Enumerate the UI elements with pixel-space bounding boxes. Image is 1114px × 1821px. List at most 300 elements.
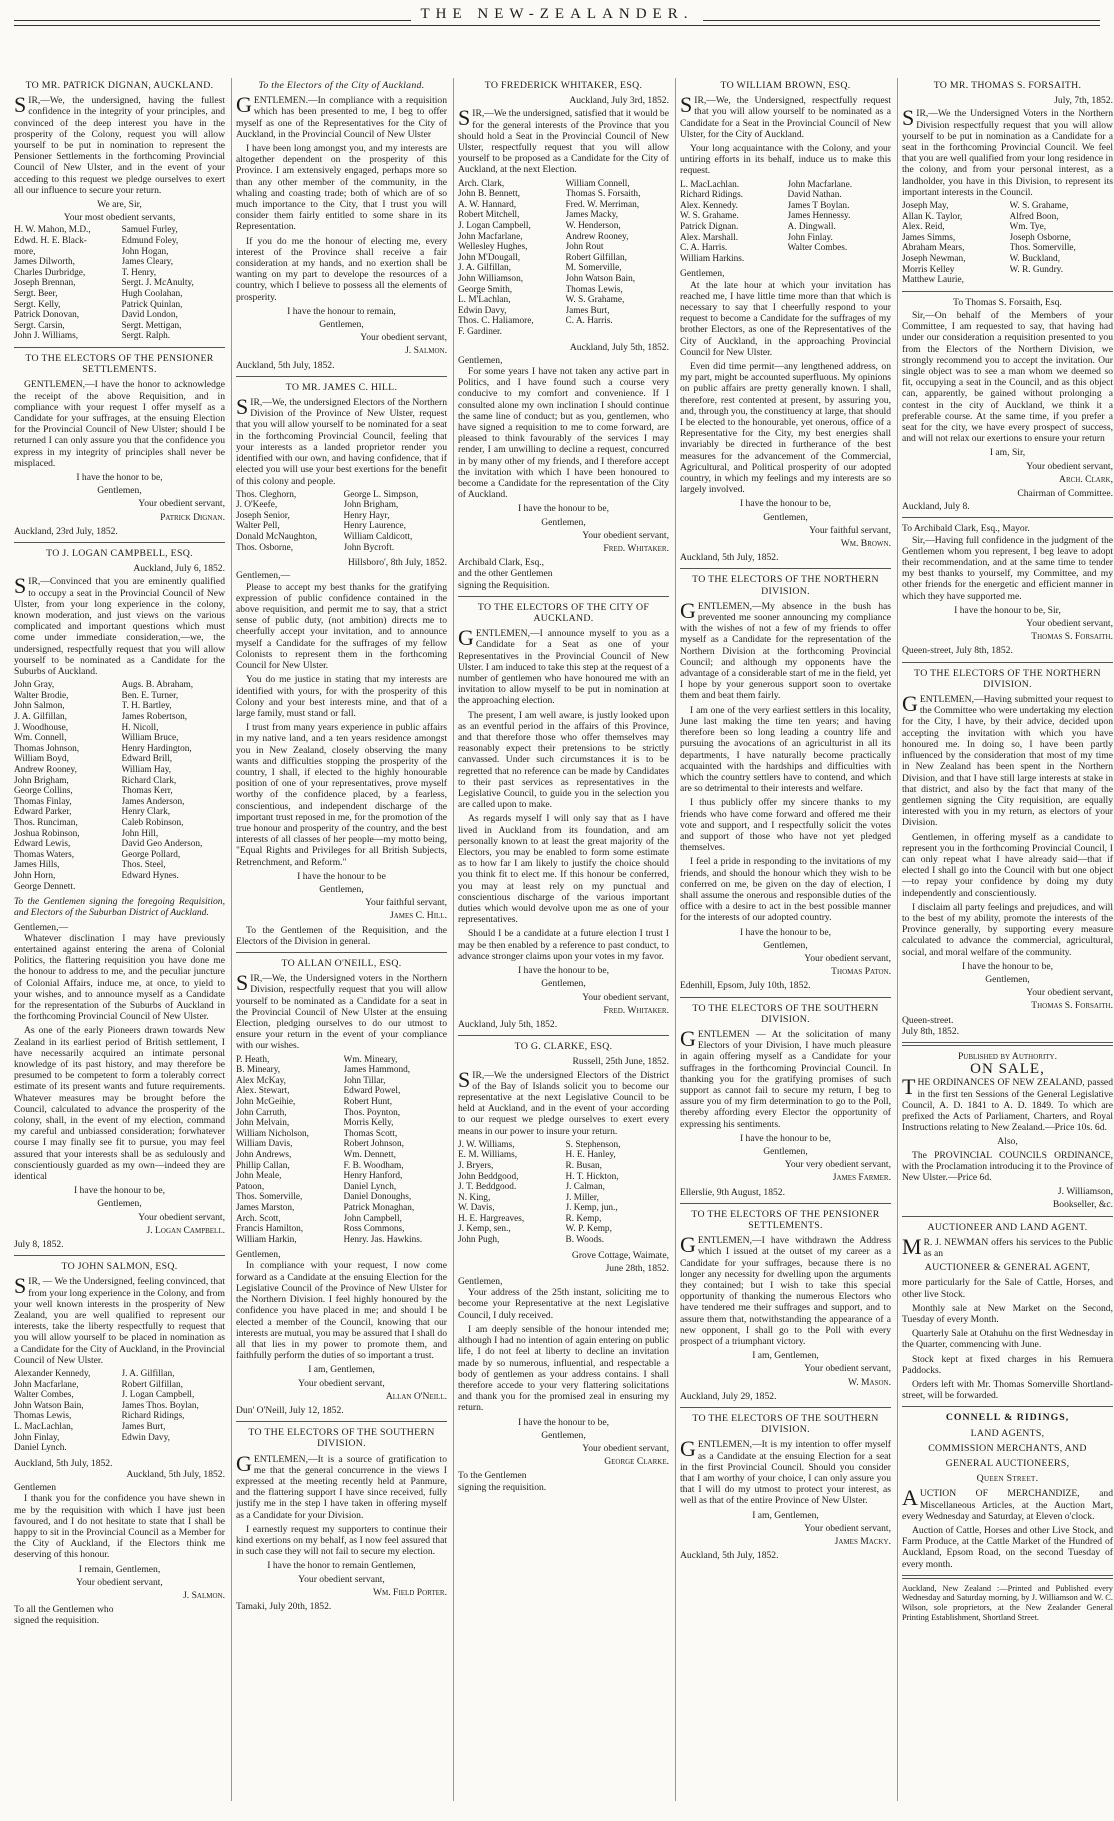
signatory-name: James T Boylan.	[787, 200, 850, 211]
signatory-name: Morris Kelley	[902, 264, 955, 275]
signatory-name: H. E. Hargreaves,	[458, 1213, 525, 1224]
address-note: To Thomas S. Forsaith, Esq.	[953, 296, 1062, 308]
signatory-name: Joshua Robinson,	[14, 828, 80, 839]
article-heading: TO MR. PATRICK DIGNAN, AUCKLAND.	[25, 80, 214, 91]
signatory-name: Morris Kelly,	[343, 1118, 394, 1129]
signature: Fred. Whitaker.	[603, 542, 669, 554]
article-heading: TO THE ELECTORS OF THE NORTHERN DIVISION.	[914, 667, 1101, 690]
signatory-name: William Hay,	[121, 765, 172, 775]
signatory-name: William Harkin,	[236, 1234, 297, 1245]
signatory-name: Alex. Stewart,	[236, 1086, 290, 1097]
rule	[680, 568, 891, 569]
dateline: Edenhill, Epsom, July 10th, 1852.	[680, 980, 811, 992]
rule	[14, 542, 225, 543]
address-note: To Archibald Clark, Esq., Mayor.	[902, 523, 1030, 535]
article-body: I am deeply sensible of the honour intended me; although I had no intention of again entering on public life, I do not feel at liberty to decline an invitation made by so numerous, influential, and respectable a body of gentlemen as your address contains. I shall therefore accede to your very flattering solicitations and thank you for the promised zeal in ensuring my return.	[458, 1323, 669, 1414]
closing: I am, Gentlemen,	[752, 1350, 819, 1362]
article-body: I have been long amongst you, and my interests are altogether dependent on the prosperity of this Province. I am extensively engaged, perhaps more so than any other member of the community, in the whaling and coasting trade; both of which are of so much importance to the City, that I trust you will consider them fairly entitled to some share in its Representation.	[236, 143, 447, 233]
dateline: Ellerslie, 9th August, 1852.	[680, 1186, 785, 1198]
dateline: Grove Cottage, Waimate,	[571, 1249, 669, 1261]
signature: Chairman of Committee.	[1017, 488, 1113, 500]
signatory-name: J. Kemp, sen.,	[458, 1224, 511, 1235]
closing: I have the honor to remain Gentlemen,	[267, 1560, 416, 1572]
signatory-name: Henry Hanford,	[343, 1171, 403, 1182]
signatory-name: Henry Hardington,	[121, 743, 192, 754]
signature: James C. Hill.	[390, 910, 447, 922]
article-body: GENTLEMEN,—My absence in the bush has prevented me sooner announcing my compliance with the wishes of not a few of my friends to offer myself as a Candidate for the representation of the Northern Division at the forthcoming Provincial Council; and although my opponents have the advantage of a considerable start of me in the field, yet I hope by your generous support soon to overtake them and beat them fairly.	[680, 597, 891, 702]
signatory-name: John Macfarlane,	[14, 1379, 79, 1390]
dateline: Auckland, 5th July, 1852.	[236, 359, 335, 371]
signatory-name: H. E. Hanley,	[565, 1150, 616, 1161]
rule	[236, 376, 447, 377]
rule	[14, 347, 225, 348]
signature: Thomas S. Forsaith.	[1031, 1000, 1113, 1012]
signatory-name: J. Woodhouse,	[14, 722, 69, 733]
article-body: GENTLEMEN,—Having submitted your request to the Committee who were undertaking my election for the City, I have, by their advice, decided upon accepting the invitation with which you have honoured me. In doing so, I have been partly influenced by the consideration that most of my time in New Zealand has been spent in the Northern Division, and that I have still large interests at stake in that district, and also by the fact that many of the gentlemen signing the City requisition, are equally interested with you in my return, as electors of your Division.	[902, 691, 1113, 829]
signatory-name: Walter Combes,	[14, 1390, 74, 1401]
signatory-name: T. H. Bartley,	[121, 701, 172, 712]
article-body: GENTLEMEN,—It is my intention to offer myself as a Candidate at the ensuing Election for a seat in the first Provincial Council. Should you consider that I am worthy of your choice, I can only assure you that I will do my utmost to protect your interest, as well as that of the entire Province of New Ulster.	[680, 1436, 891, 1507]
dateline: Dun' O'Neill, July 12, 1852.	[236, 1404, 344, 1416]
signatory-name: Edmund Foley,	[121, 236, 179, 247]
signatory-name: S. Stephenson,	[565, 1139, 621, 1150]
rule	[902, 291, 1113, 292]
signatory-name: Joseph Brennan,	[14, 278, 76, 289]
signatory-name: Thos. Steel,	[121, 860, 166, 871]
rule	[902, 1575, 1113, 1579]
article-body: I am one of the very earliest settlers in this locality, June last making the time ten years; and having therefore been so long leading a country life and pursuing the avocations of an agriculturist in all its departments, I have naturally become practically acquainted with the hardships and difficulties with which the country settlers have to contend, and which are so detrimental to their interests and welfare.	[680, 704, 891, 795]
address-note: To the Gentlemen signing the foregoing Requisition, and Electors of the Suburban District of Auckland.	[14, 896, 225, 919]
signatory-name: Abraham Mears,	[902, 243, 965, 254]
signatory-name: Thos. Osborne,	[236, 542, 294, 553]
article-body: Sir,—Having full confidence in the judgment of the Gentlemen whom you represent, I beg leave to adopt their recommendation, and at the same time to tender my best thanks to yourself, my Committee, and my other friends for the energetic and efficient manner in which they have supported me.	[902, 534, 1113, 602]
signatory-name: John Gray,	[14, 680, 55, 691]
signature: Fred. Whitaker.	[603, 1004, 669, 1016]
closing: Gentlemen,	[763, 1146, 808, 1157]
salutation: Gentlemen,	[680, 268, 725, 280]
rule	[14, 1255, 225, 1256]
signatory-name: Robert Mitchell,	[458, 210, 520, 221]
signatory-name: John J. Williams,	[14, 331, 79, 342]
article-body: SIR,—We the undersigned Electors of the District of the Bay of Islands solicit you to become our representative at the next Legislative Council to be held at Auckland, and in the event of your according to our request we pledge ourselves to exert every means in our power to insure your return.	[458, 1066, 669, 1137]
signatory-name: Thos. Somerville,	[1009, 243, 1076, 254]
dateline: Hillsboro', 8th July, 1852.	[347, 557, 447, 569]
signature: J. Salmon.	[183, 1590, 225, 1602]
signatory-name: James Hammond,	[343, 1065, 411, 1076]
signatory-name: William Boyd,	[14, 754, 69, 765]
signatory-name: James Marston,	[236, 1202, 295, 1213]
signatory-name: James Hills,	[14, 860, 60, 871]
signatory-name: Robert Gilfillan,	[121, 1379, 183, 1390]
signatory-name: Thomas Scott,	[343, 1128, 398, 1139]
address-note: and the other Gentlemen	[458, 568, 553, 580]
article-body: As regards myself I will only say that as I have lived in Auckland from its foundation, and am personally known to at least the great majority of the Electors, you may be enabled to form some estimate as to how far I am likely to justify the choice should you think fit to elect me. If this honour be conferred, you may at least rely on my punctual and conscientious discharge of the various important duties which would devolve upon me as one of your representatives.	[458, 813, 669, 926]
article-body: For some years I have not taken any active part in Politics, and I have found such a course very conducive to my comfort and convenience. If I consulted alone my own inclination I should continue the same line of conduct; but as you, gentlemen, who have signed a requisition to me to come forward, are pleased to think favourably of the services I may render, I am unwilling to decline a request, concurred in by many other of my friends, and I therefore accept the invitation with which I have been honoured to become a Candidate for the representation of the City of Auckland.	[458, 365, 669, 501]
signatory-name	[788, 254, 892, 265]
signatory-name: W. P. Kemp,	[565, 1224, 612, 1235]
signatory-name: T. Henry,	[121, 267, 157, 278]
signatory-name: John Salmon,	[14, 701, 65, 712]
signatory-name: J. T. Beddgood.	[458, 1182, 517, 1193]
signature: George Clarke.	[604, 1456, 669, 1468]
signatory-name: J. Logan Campbell,	[121, 1390, 195, 1401]
signatory-name: Patoon,	[236, 1181, 265, 1192]
signatory-name: A. Dingwall.	[787, 222, 836, 232]
signatory-name: Patrick Quinlan,	[121, 299, 183, 310]
closing: Your obedient servant,	[138, 1211, 225, 1223]
signature: Arch. Clark,	[1059, 473, 1113, 485]
closing: Your obedient servant,	[298, 1377, 385, 1389]
signatory-list	[14, 1369, 225, 1454]
signatory-name: Arch. Scott,	[236, 1213, 281, 1224]
signature: James Farmer.	[832, 1172, 891, 1184]
signatory-name: Alexander Kennedy,	[14, 1369, 91, 1380]
signatory-list	[458, 1140, 669, 1246]
signatory-name: C. A. Harris.	[565, 316, 613, 327]
dateline: Auckland, 5th July, 1852.	[680, 1550, 779, 1562]
signatory-name: Augs. B. Abraham,	[121, 680, 194, 691]
signatory-name: Alfred Boon,	[1009, 211, 1059, 222]
signatory-list	[236, 490, 447, 554]
article-heading: TO JOHN SALMON, ESQ.	[61, 1261, 178, 1273]
article-body: Please to accept my best thanks for the gratifying expression of public confidence contained in the above requisition, and permit me to say, that a strict sense of public duty, (not ambition) directs me to cheerfully accept your invitation, and to announce myself a Candidate for the suffrages of my fellow Colonists to represent them in the forthcoming Council for New Ulster.	[236, 581, 447, 672]
signatory-name: James Anderson,	[121, 796, 185, 807]
signatory-name: Patrick Monaghan,	[343, 1202, 415, 1213]
dateline: June 28th, 1852.	[605, 1262, 669, 1274]
column-2	[236, 78, 447, 1813]
signatory-name: George L. Simpson,	[343, 489, 419, 500]
signatory-name: L. MacLachlan.	[680, 179, 740, 190]
dateline: July 8, 1852.	[14, 1239, 64, 1251]
address-note: signing the requisition.	[458, 1481, 547, 1493]
advert-body: AUCTION OF MERCHANDIZE, and Miscellaneous Articles, at the Auction Mart, every Wednesday and Saturday, at Eleven o'clock.	[902, 1485, 1113, 1522]
closing: I have the honour to be,	[961, 960, 1054, 972]
column-4	[680, 78, 891, 1813]
closing: Your very obedient servant,	[784, 1159, 891, 1171]
signatory-name: John Watson Bain,	[14, 1400, 84, 1411]
signatory-name: Sergt. J. McAnulty,	[121, 278, 194, 289]
signatory-name: Sergt. Beer,	[14, 289, 58, 299]
signatory-name: J. Calman,	[565, 1182, 606, 1193]
signatory-name: John Tillar,	[343, 1075, 386, 1086]
rule	[458, 1035, 669, 1036]
signatory-name: Edward Powel,	[343, 1086, 401, 1097]
article-heading: TO J. LOGAN CAMPBELL, ESQ.	[46, 548, 193, 560]
article-body: The present, I am well aware, is justly looked upon as an eventful period in the affairs of this Province, and that therefore those who offer themselves may reasonably expect their pretensions to be strictly canvassed. Under such circumstances it is to be regretted that no reference can be made by Candidates to their past services as representatives in the Legislative Council, to guide you in the selection you are called upon to make.	[458, 709, 669, 811]
column-divider	[231, 78, 232, 1801]
signatory-name: Robert Gilfillan,	[565, 252, 627, 263]
signatory-name: John Brigham,	[14, 775, 69, 786]
salutation: Gentlemen,—	[236, 570, 291, 582]
closing: Your obedient servant,	[360, 332, 447, 344]
closing: Your obedient servant,	[582, 529, 669, 541]
signatory-name: J. A. Gilfillan,	[458, 263, 511, 274]
masthead	[14, 6, 1100, 28]
signatory-name: John Rout	[565, 242, 604, 253]
article-heading: TO WILLIAM BROWN, ESQ.	[720, 80, 851, 91]
signatory-name: John Macfarlane,	[458, 231, 523, 242]
closing: Gentlemen,	[97, 485, 142, 497]
closing: Your most obedient servants,	[63, 212, 176, 224]
article-body: GENTLEMEN — At the solicitation of many Electors of your Division, I have much pleasure in again offering myself as a Candidate for your suffrages in the forthcoming Provincial Council. In thanking you for the gratifying promises of such support as cannot fail to secure my return, I beg to assure you of my firm determination to go to the Poll, thereby affording every Elector the opportunity of expressing his sentiments.	[680, 1025, 891, 1130]
signatory-name: Alex. Marshall.	[680, 232, 739, 243]
signatory-name: Sergt. Kelly,	[14, 299, 61, 310]
column-divider	[675, 78, 676, 1801]
signatory-name: J. Kemp, jun.,	[565, 1203, 618, 1214]
signatory-name	[122, 1443, 226, 1454]
signatory-name: Robert Hunt,	[343, 1096, 393, 1107]
article-heading: TO THE ELECTORS OF THE CITY OF AUCKLAND.	[477, 601, 650, 624]
signatory-list	[902, 201, 1113, 286]
signatory-name: George Dennett.	[14, 881, 76, 892]
signatory-name: Charles Durbridge,	[14, 267, 86, 278]
signatory-name: George Pollard,	[121, 849, 181, 860]
article-body: GENTLEMEN,—I have withdrawn the Address which I issued at the outset of my career as a Candidate for your suffrages, because there is no longer any necessity for dwelling upon the arguments they contained; but I wish to take this special opportunity of thanking the numerous Electors who have tendered me their suffrages and support, and to assure them that, notwithstanding the appearance of a new opponent, I shall go to the Poll with every prospect of a triumphant victory.	[680, 1232, 891, 1348]
signatory-name: Richard Clark,	[121, 775, 177, 786]
signatory-name: Alex McKay,	[236, 1075, 286, 1086]
signatory-name: Daniel Donoughs,	[343, 1192, 412, 1203]
signatory-name: John McGeihie,	[236, 1096, 296, 1107]
signature: J. Logan Campbell.	[146, 1224, 225, 1236]
signatory-name: M. Somerville,	[565, 263, 622, 274]
address-note: To the Gentlemen of the Requisition, and the Electors of the Division in general.	[236, 924, 447, 947]
closing: I remain, Gentlemen,	[78, 1563, 161, 1575]
signatory-name: James Macky,	[565, 210, 619, 221]
signatory-name: J. O'Keefe,	[236, 500, 278, 511]
signatory-name: A. W. Hannard,	[458, 199, 517, 210]
signatory-name: J. A. Gilfillan,	[14, 712, 67, 723]
signatory-name: Alex. Reid,	[902, 222, 945, 233]
signatory-name: James Thos. Boylan,	[121, 1400, 199, 1411]
signatory-name: William Caldicott,	[343, 532, 413, 543]
rule	[902, 662, 1113, 663]
rule	[236, 952, 447, 953]
article-body: SIR, — We the Undersigned, feeling convinced, that from your long experience in the Colony, and from your well known interests in the prosperity of New Zealand, you are well qualified to represent our interests, take the liberty respectfully to request that you will allow yourself to be placed in nomination as a Candidate for the City of Auckland, in the Provincial Council of New Ulster.	[14, 1273, 225, 1366]
closing: I have the honour to be,	[739, 1132, 832, 1144]
closing: Your obedient servant,	[1026, 618, 1113, 630]
article-heading: TO ALLAN O'NEILL, ESQ.	[281, 957, 402, 969]
signatory-name: Joseph Osborne,	[1009, 232, 1071, 243]
signatory-name: Edwd. H. E. Black-	[14, 236, 87, 247]
signatory-name: Henry. Jas. Hawkins.	[343, 1234, 423, 1245]
advert-body: M R. J. NEWMAN offers his services to the Public as an	[902, 1233, 1113, 1260]
closing: I have the honor to be,	[76, 472, 163, 483]
closing: Your obedient servant,	[804, 952, 891, 964]
newspaper-title: THE NEW-ZEALANDER.	[411, 6, 704, 22]
signatory-name: R. Kemp,	[565, 1213, 602, 1224]
address-note: To all the Gentlemen who	[14, 1604, 114, 1616]
closing: Your obedient servant,	[804, 1363, 891, 1375]
signatory-name: Donald McNaughton,	[236, 532, 318, 543]
signature: Wm. Brown.	[840, 538, 891, 550]
signatory-name: Sergt. Ralph.	[121, 331, 171, 342]
rule	[680, 1203, 891, 1204]
signatory-name: Thos. Cleghorn,	[236, 489, 297, 500]
signatory-name: Andrew Rooney,	[14, 765, 77, 775]
signatory-name: John M'Dougall,	[458, 252, 521, 263]
signatory-name: William Connell,	[565, 178, 630, 189]
closing: Gentlemen,	[763, 511, 808, 523]
signatory-name: L. MacLachlan,	[14, 1422, 74, 1433]
signatory-name: William Davis,	[236, 1139, 293, 1150]
article-body: I thus publicly offer my sincere thanks to my friends who have come forward and offered me their vote and support, and I respectfully solicit the votes and support of those who have not yet pledged themselves.	[680, 797, 891, 854]
signatory-name: Edward Hynes.	[121, 870, 179, 881]
signatory-name: John Hill,	[121, 828, 159, 839]
article-body: Your address of the 25th instant, soliciting me to become your Representative at the next Legislative Council, I duly received.	[458, 1287, 669, 1321]
address-note: signed the requisition.	[14, 1615, 99, 1627]
address-note: To the Gentlemen	[458, 1470, 527, 1482]
column-3	[458, 78, 669, 1813]
signatory-name: Walter Brodie,	[14, 690, 69, 701]
closing: I have the honour to be,	[739, 498, 832, 510]
article-body: SIR,—We, the Undersigned voters in the Northern Division, respectfully request that you will allow yourself to be nominated as a Candidate for a seat in the Provincial Council of New Ulster at the ensuing Election, pledging ourselves to do our utmost to ensure your return in the event of your compliance with our wishes.	[236, 970, 447, 1052]
article-body: Even did time permit—any lengthened address, on my part, might be accounted superfluous. My opinions on public affairs are pretty generally known. I shall, therefore, rest contented at present, by assuring you, and, through you, the constituency at large, that should I be elected to the honourable, yet onerous, office of a Representative for the City, my best energies shall invariably be directed in furtherance of the best measures for the advancement of the Commercial, Agricultural, and Political prosperity of our adopted country, in which my feelings and my interests are so largely involved.	[680, 361, 891, 496]
signatory-name: Henry Hayr,	[343, 510, 390, 521]
signatory-name: Edward Brill,	[121, 754, 173, 765]
closing: Gentlemen,	[541, 1429, 586, 1441]
signatory-name: N. King,	[458, 1192, 491, 1203]
rule	[680, 997, 891, 998]
signatory-name: Thos. Somerville,	[236, 1192, 303, 1203]
signatory-name: Thomas Kerr,	[121, 786, 173, 797]
article-heading: TO THE ELECTORS OF THE SOUTHERN DIVISION.	[692, 1413, 879, 1436]
signatory-name: J. Bryers,	[458, 1160, 494, 1171]
signatory-name: James Simms,	[902, 232, 956, 243]
signatory-name: W. S. Grahame.	[680, 211, 739, 222]
signature: W. Mason.	[848, 1376, 891, 1388]
signatory-name: John Beddgood,	[458, 1171, 519, 1182]
salutation: Gentlemen,—	[14, 921, 69, 933]
signatory-name: James Burt,	[121, 1422, 166, 1433]
dateline: Auckland, 5th July, 1852.	[680, 552, 779, 564]
closing: Your obedient servant,	[298, 1573, 385, 1585]
signatory-name: Phillip Callan,	[236, 1160, 290, 1171]
article-heading: TO THE ELECTORS OF THE NORTHERN DIVISION.	[692, 574, 879, 597]
salutation: Gentlemen,	[236, 1249, 281, 1261]
signatory-name: James Dilworth,	[14, 257, 75, 268]
dateline: Tamaki, July 20th, 1852.	[236, 1600, 332, 1612]
article-body: Whatever disclination I may have previously entertained against entering the arena of Colonial Politics, the flattering requisition you have done me the honour to address to me, and the peculiar juncture of Colonial Affairs, induce me, at once, to yield to your wishes, and to announce myself as a Candidate for the representation of the Suburbs of Auckland in the forthcoming Provincial Council of New Ulster.	[14, 932, 225, 1023]
article-body: Your long acquaintance with the Colony, and your untiring efforts in its behalf, induce us to make this request.	[680, 143, 891, 177]
advert-heading: COMMISSION MERCHANTS, AND	[928, 1442, 1087, 1454]
advert-body: Auction of Cattle, Horses and other Live Stock, and Farm Produce, at the Cattle Market of the Hundred of Auckland, Epsom Road, on the second Tuesday of every month.	[902, 1525, 1113, 1570]
article-heading: TO MR. THOMAS S. FORSAITH.	[933, 80, 1082, 91]
signatory-name: Patrick Dignan.	[680, 222, 739, 232]
closing: Gentlemen,	[763, 939, 808, 951]
signatory-name	[1010, 275, 1114, 286]
signatory-name: Sergt. Mettigan,	[121, 320, 182, 331]
rule	[680, 1407, 891, 1408]
article-body: I earnestly request my supporters to continue their kind exertions on my behalf, as I now feel assured that in such case they will not fail to secure my election.	[236, 1523, 447, 1558]
address-note: signing the Requisition.	[458, 579, 550, 591]
article-body: At the late hour at which your invitation has reached me, I have little time more than that which is necessary to say that I cheerfully respond to your request to become a Candidate for the suffrages of my brother Electors, as one of the Representatives of the City of Auckland, in the approaching Provincial Council for New Ulster.	[680, 279, 891, 358]
dateline: Auckland, 5th July, 1852.	[14, 1457, 113, 1469]
signatory-name: more,	[14, 246, 36, 257]
article-body: GENTLEMEN,—It is a source of gratification to me that the general concurrence in the views I expressed at the meeting recently held at Panmure, and the flattering support I have since received, fully justify me in the step I have taken in offering myself as a Candidate for your Division.	[236, 1450, 447, 1521]
signatory-name: John Macfarlane.	[787, 179, 853, 190]
signatory-name: John Melvain,	[236, 1118, 290, 1129]
signatory-name: Wm. Tye,	[1009, 222, 1047, 233]
signatory-name: C. A. Harris.	[680, 243, 728, 254]
signatory-name: David London,	[121, 310, 178, 321]
article-body: GENTLEMEN.—In compliance with a requisition which has been presented to me, I beg to offer myself as one of the Representatives for the City of Auckland, in the Provincial Council of New Ulster	[236, 92, 447, 140]
signatory-name: Thomas Lewis,	[565, 284, 623, 295]
signatory-name: Caleb Robinson,	[121, 817, 184, 828]
signatory-name: John Carruth,	[236, 1107, 287, 1118]
signatory-name: Thomas Waters,	[14, 849, 75, 860]
signatory-name: John Finlay,	[14, 1432, 60, 1443]
closing: I have the honour to remain,	[287, 305, 396, 317]
advert-body: Stock kept at fixed charges in his Remuera Paddocks.	[902, 1353, 1113, 1376]
signatory-list	[680, 180, 891, 265]
signatory-name: Daniel Lynch.	[14, 1443, 67, 1454]
signatory-name: P. Heath,	[236, 1054, 270, 1065]
salutation: Gentlemen	[14, 1482, 57, 1494]
dateline: Auckland, July 8.	[902, 501, 970, 513]
advert-body: Orders left with Mr. Thomas Somerville Shortland-street, will be forwarded.	[902, 1379, 1113, 1402]
article-heading: To the Electors of the City of Auckland.	[258, 80, 425, 91]
signature: Patrick Dignan.	[160, 511, 225, 523]
column-divider	[897, 78, 898, 1801]
signatory-name: Allan K. Taylor,	[902, 211, 963, 222]
signatory-name: Richard Ridings,	[121, 1411, 185, 1422]
signatory-name: William Bruce,	[121, 733, 179, 744]
closing: Gentlemen,	[985, 973, 1030, 985]
closing: I have the honour to be,	[517, 1416, 610, 1428]
advert-body: more particularly for the Sale of Cattle, Horses, and other live Stock.	[902, 1277, 1113, 1300]
advert-heading: ON SALE,	[970, 1061, 1045, 1078]
signatory-name: J. Logan Campbell,	[458, 221, 531, 231]
closing: Your obedient servant,	[582, 1442, 669, 1454]
article-body: GENTLEMEN,—I announce myself to you as a Candidate for a Seat as one of your Representatives in the Provincial Council of New Ulster. I am induced to take this step at the request of a number of gentlemen who have honoured me with an invitation to allow myself to be put in nomination at the approaching election.	[458, 625, 669, 707]
signatory-list	[236, 1055, 447, 1246]
rule	[902, 517, 1113, 518]
dateline: Auckland, July 6, 1852.	[133, 563, 225, 575]
closing: I have the honour to be,	[517, 503, 610, 515]
closing: Your faithful servant,	[809, 524, 891, 536]
article-body: As one of the early Pioneers drawn towards New Zealand in its earliest period of British settlement, I have necessarily acquired an intimate personal knowledge of its past history, and may therefore be presumed to be competent to form a tolerably correct estimate of its present wants and future requirements. Whatever measures may be brought before the Council, calculated to advance the prosperity of the colony, shall, in the event of my election, command my careful and unbiassed consideration; forwhatever course I may finally see fit to pursue, you may feel assured that your interests shall be as sedulously and conscientiously guarded as my own—indeed they are identical	[14, 1025, 225, 1182]
rule	[236, 1421, 447, 1422]
signatory-name: Ben. E. Turner,	[121, 690, 179, 701]
dateline: Auckland, July 29, 1852.	[680, 1390, 777, 1402]
article-body: I feel a pride in responding to the invitations of my friends, and should the honour which they wish to be conferred on me, be given on the day of election, I shall assume the onerous and responsible duties of the office with a desire to act in the best possible manner for the interests of our adopted country.	[680, 856, 891, 924]
article-heading: TO THE ELECTORS OF THE SOUTHERN DIVISION.	[692, 1002, 879, 1025]
signatory-name: Daniel Lynch,	[343, 1181, 397, 1192]
signatory-name: Wm. Dennett,	[343, 1149, 396, 1160]
signatory-name: Thomas Finlay,	[14, 796, 72, 807]
article-body: In compliance with your request, I now come forward as a Candidate at the ensuing Election for the Legislative Council of the Province of New Ulster for the Northern Division. I feel highly honoured by the confidence you have placed in me; and should I be elected a member of the Council, knowing that our interests are mutual, you may be assured that I shall do all that lies in my power to promote them, and faithfully perform the duties of so important a trust.	[236, 1260, 447, 1362]
address-note: Archibald Clark, Esq.,	[458, 557, 545, 569]
closing: Your faithful servant,	[365, 897, 447, 909]
signatory-list	[458, 179, 669, 338]
signatory-name: John Bycroft.	[343, 542, 395, 553]
column-1	[14, 78, 225, 1813]
dateline: Auckland, 5th July, 1852.	[126, 1469, 225, 1480]
signatory-name: Richard Ridings.	[680, 190, 744, 201]
closing: Gentlemen,	[541, 978, 586, 990]
signature: Thomas S. Forsaith.	[1031, 631, 1113, 643]
rule	[458, 596, 669, 597]
advert-heading: Queen Street.	[976, 1473, 1039, 1485]
signatory-name: H. T. Hickton,	[565, 1171, 619, 1182]
signature: Wm. Field Porter.	[372, 1586, 447, 1598]
signatory-name: F. Gardiner.	[458, 326, 502, 337]
dateline: Auckland, July 5th, 1852.	[458, 1018, 558, 1030]
advert-body: Monthly sale at New Market on the Second, Tuesday of every Month.	[902, 1302, 1113, 1326]
closing: Your obedient servant,	[1026, 987, 1113, 999]
dateline: Russell, 25th June, 1852.	[572, 1056, 669, 1068]
closing: Your obedient servant,	[76, 1576, 163, 1588]
